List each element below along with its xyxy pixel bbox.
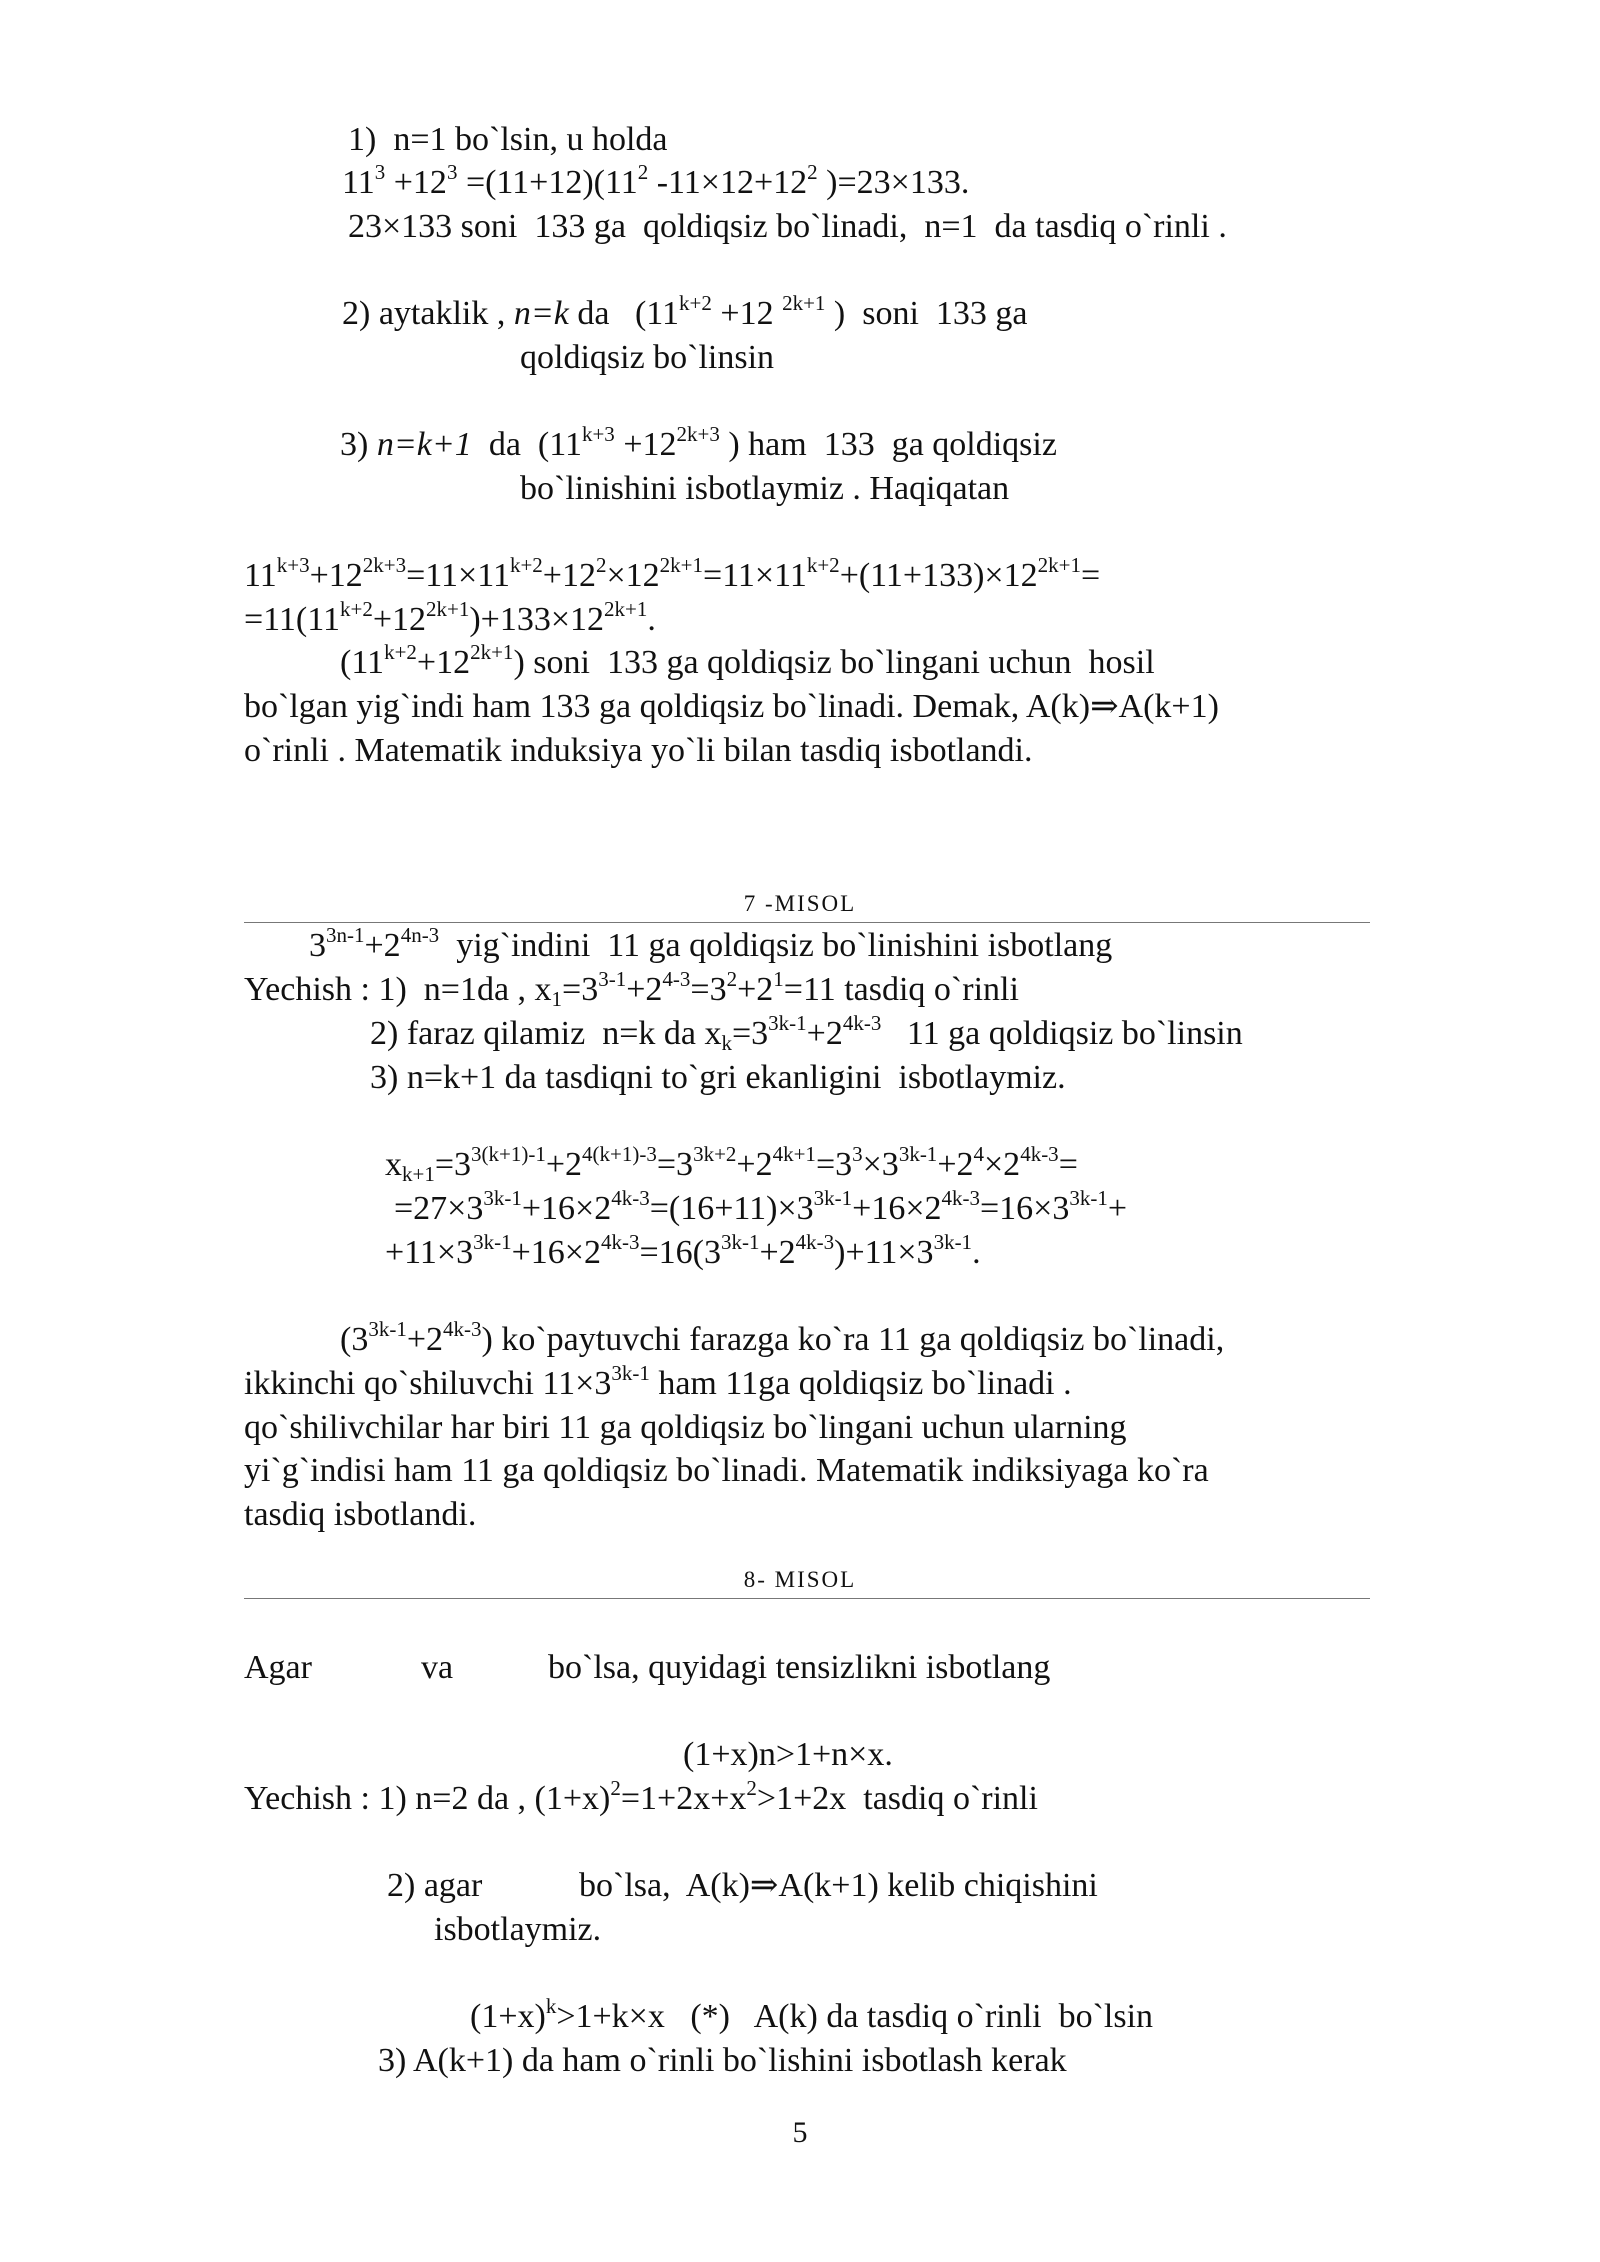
misol8-step2-line2: isbotlaymiz. (434, 1911, 602, 1948)
misol8-agar: Agar (244, 1649, 312, 1686)
misol8-divider (244, 1598, 1370, 1599)
misol7-equation-1: $x_{k+1}=3^{3(k+1)-1}+2^{4(k+1)-3}=3^{3k+2}+2^{4k+1}=3^3\times 3^{3k-1}+2^4\times 2^{4k-3}=$ (385, 1142, 1078, 1186)
conclusion-line-3: o`rinli . Matematik induksiya yo`li bilan tasdiq isbotlandi. (244, 732, 1033, 769)
step3-line2: bo`linishini isbotlaymiz . Haqiqatan (520, 470, 1010, 507)
misol7-paragraph-1: $(3^{3k-1}+2^{4k-3})$ ko`paytuvchi farazga ko`ra 11 ga qoldiqsiz bo`linadi, (340, 1317, 1225, 1358)
misol7-solution-3: 3) n=k+1 da tasdiqni to`gri ekanligini isbotlaymiz. (370, 1059, 1066, 1096)
misol7-paragraph-2: ikkinchi qo`shiluvchi $11\times 3^{3k-1}$ ham 11ga qoldiqsiz bo`linadi . (244, 1361, 1072, 1402)
conclusion-line-2: bo`lgan yig`indi ham 133 ga qoldiqsiz bo`linadi. Demak, A(k)⇒A(k+1) (244, 688, 1219, 725)
misol7-task: $3^{3n-1}+2^{4n-3}$ yig`indini 11 ga qoldiqsiz bo`linishini isbotlang (309, 923, 1113, 964)
misol8-task: bo`lsa, quyidagi tensizlikni isbotlang (548, 1649, 1051, 1686)
misol7-paragraph-4: yi`g`indisi ham 11 ga qoldiqsiz bo`linadi. Matematik indiksiyaga ko`ra (244, 1452, 1209, 1489)
calc-line-2: $=11(11^{k+2}+12^{2k+1})+133\times 12^{2k+1}$. (244, 597, 656, 638)
misol7-paragraph-5: tasdiq isbotlandi. (244, 1496, 477, 1533)
conclusion-line-1: $(11^{k+2}+12^{2k+1})$ soni 133 ga qoldiqsiz bo`lingani uchun hosil (340, 640, 1155, 681)
misol7-solution-1: Yechish : 1) n=1da , $x_1=3^{3-1}+2^{4-3}=3^2+2^1=11$ tasdiq o`rinli (244, 967, 1019, 1011)
misol8-step2-text: bo`lsa, A(k)⇒A(k+1) kelib chiqishini (579, 1867, 1098, 1904)
misol8-assumption: $(1+x)^k>1+k\times x$ (*) A(k) da tasdiq o`rinli bo`lsin (470, 1994, 1154, 2035)
step2-line: 2) aytaklik , n=k da ($11^{k+2} +12$ $^{2k+1}$ ) soni 133 ga (342, 291, 1028, 332)
misol8-va: va (421, 1649, 454, 1686)
step3-line: 3) n=k+1 da ($11^{k+3} +12^{2k+3}$ ) ham 133 ga qoldiqsiz (340, 422, 1057, 463)
misol7-equation-3: $+11\times 3^{3k-1}+16\times 2^{4k-3}=16(3^{3k-1}+2^{4k-3})+11\times 3^{3k-1}$. (385, 1230, 981, 1271)
misol8-heading: 8- MISOL (743, 1567, 857, 1592)
misol7-paragraph-3: qo`shilivchilar har biri 11 ga qoldiqsiz bo`lingani uchun ularning (244, 1409, 1127, 1446)
misol8-inequality: (1+x)n>1+n×x. (683, 1736, 893, 1773)
calc-line-1: $11^{k+3}+12^{2k+3}=11\times 11^{k+2}+12^2\times 12^{2k+1}=11\times 11^{k+2}+(11+133)\times 12^{2k+1}=$ (244, 553, 1101, 594)
misol7-equation-2: $=27\times 3^{3k-1}+16\times 2^{4k-3}=(16+11)\times 3^{3k-1}+16\times 2^{4k-3}=16\times 3^{3k-1}+$ (394, 1186, 1128, 1227)
page-number: 5 (792, 2116, 808, 2149)
misol7-solution-2: 2) faraz qilamiz n=k da $x_k=3^{3k-1}+2^{4k-3}$ 11 ga qoldiqsiz bo`linsin (370, 1011, 1243, 1055)
step1-conclusion: 23×133 soni 133 ga qoldiqsiz bo`linadi, n=1 da tasdiq o`rinli . (348, 208, 1227, 245)
misol8-step2-agar: 2) agar (387, 1867, 483, 1904)
misol8-solution-1: Yechish : 1) n=2 da , $(1+x)^2=1+2x+x^2>1+2x$ tasdiq o`rinli (244, 1776, 1038, 1817)
step1-equation: $11^3 +12^3 =(11+12)(11^2$ $-11\times 12+12^2$ )=23×133. (342, 160, 970, 201)
misol7-heading: 7 -MISOL (743, 891, 857, 916)
misol8-step3: 3) A(k+1) da ham o`rinli bo`lishini isbotlash kerak (378, 2042, 1067, 2079)
step2-line2: qoldiqsiz bo`linsin (520, 339, 775, 376)
step1-line: 1) n=1 bo`lsin, u holda (348, 121, 668, 158)
